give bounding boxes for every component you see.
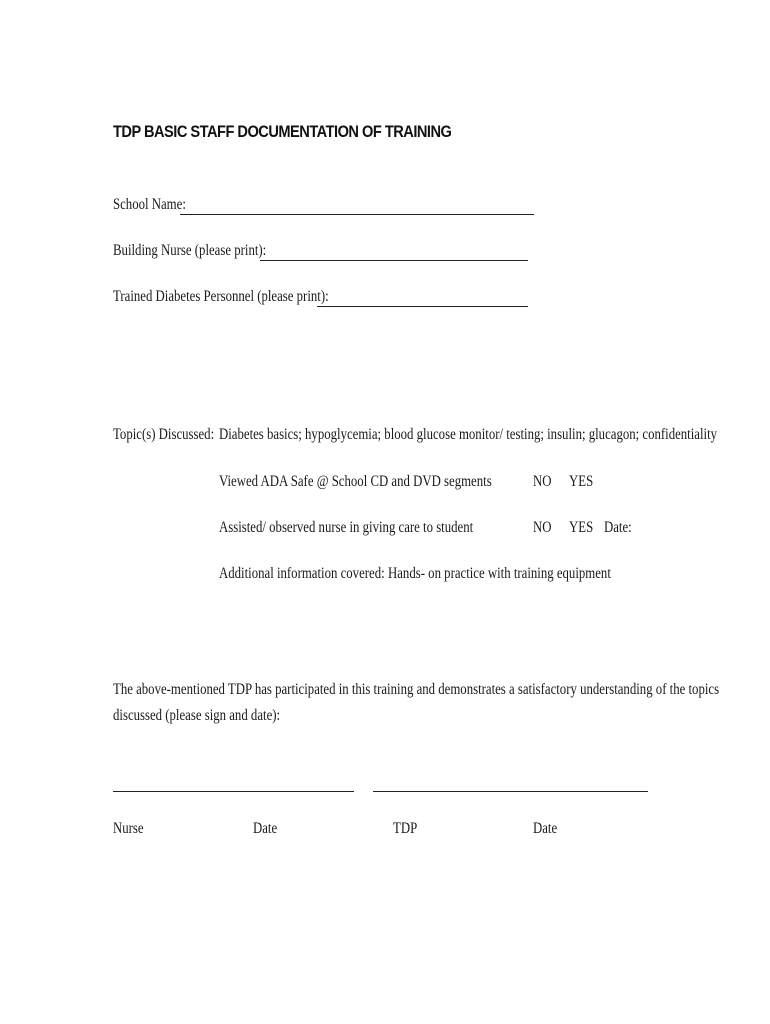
- statement-line-2: discussed (please sign and date):: [113, 707, 281, 724]
- viewed-no-option[interactable]: NO: [533, 473, 552, 490]
- tdp-signature-line[interactable]: [373, 791, 648, 792]
- trained-personnel-field[interactable]: [317, 306, 528, 307]
- additional-info-label: Additional information covered:: [219, 565, 385, 582]
- viewed-yes-option[interactable]: YES: [569, 473, 594, 490]
- statement-line-1: The above-mentioned TDP has participated in this training and demonstrates a satisfactory understanding of the topics: [113, 681, 720, 698]
- assisted-no-option[interactable]: NO: [533, 519, 552, 536]
- form-title: TDP BASIC STAFF DOCUMENTATION OF TRAINING: [113, 122, 452, 141]
- assisted-date-label: Date:: [604, 519, 632, 536]
- additional-info-value: Hands- on practice with training equipment: [388, 565, 611, 582]
- topics-value: Diabetes basics; hypoglycemia; blood glucose monitor/ testing; insulin; glucagon; confidentiality: [219, 426, 718, 443]
- school-name-label: School Name:: [113, 196, 186, 213]
- tdp-date-caption: Date: [533, 820, 558, 837]
- topics-label: Topic(s) Discussed:: [113, 426, 215, 443]
- assisted-label: Assisted/ observed nurse in giving care to student: [219, 519, 474, 536]
- nurse-date-caption: Date: [253, 820, 278, 837]
- tdp-caption: TDP: [393, 820, 418, 837]
- assisted-yes-option[interactable]: YES: [569, 519, 594, 536]
- nurse-signature-line[interactable]: [113, 791, 354, 792]
- building-nurse-field[interactable]: [260, 260, 528, 261]
- viewed-ada-label: Viewed ADA Safe @ School CD and DVD segments: [219, 473, 492, 490]
- nurse-caption: Nurse: [113, 820, 144, 837]
- building-nurse-label: Building Nurse (please print):: [113, 242, 267, 259]
- school-name-field[interactable]: [180, 214, 534, 215]
- trained-personnel-label: Trained Diabetes Personnel (please print):: [113, 288, 329, 305]
